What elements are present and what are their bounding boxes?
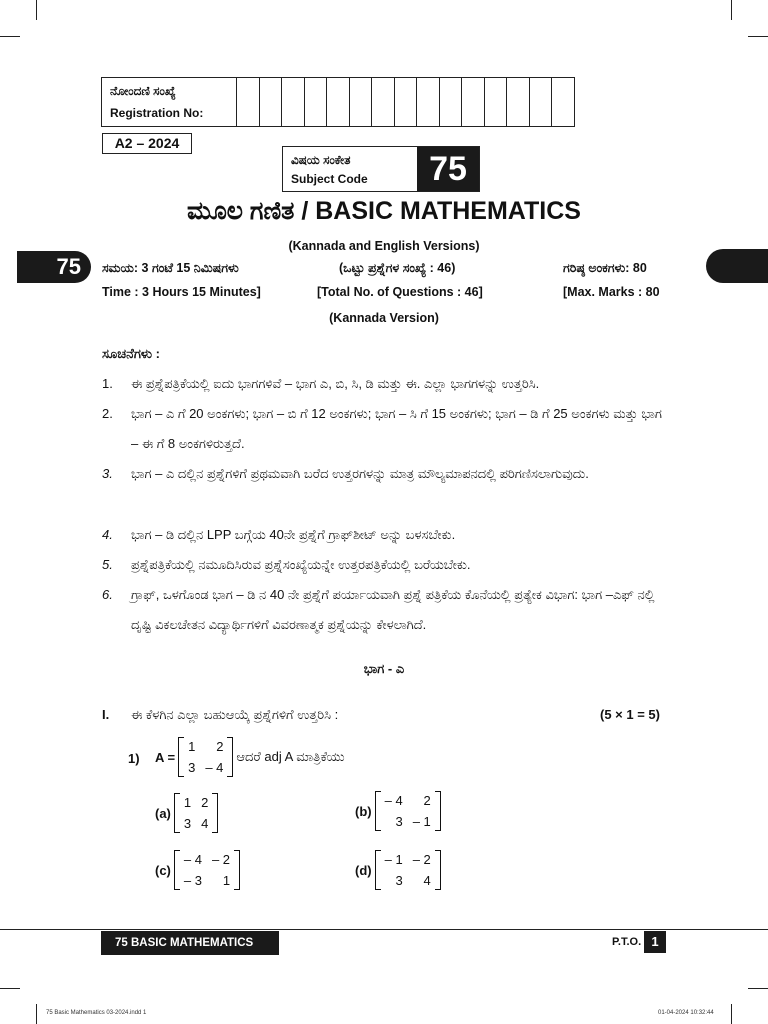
registration-digit-cell[interactable] [282,78,305,127]
registration-digit-cell[interactable] [304,78,327,127]
matrix-cell: 1 [222,873,231,888]
matrix-bracket [375,850,441,890]
question-number: 1) [128,751,140,766]
paper-code-box: A2 – 2024 [102,133,192,154]
matrix-bracket [375,791,441,831]
matrix-cell: 2 [201,795,209,810]
instruction-text: ಪ್ರಶ್ನೆಪತ್ರಿಕೆಯಲ್ಲಿ ನಮೂದಿಸಿರುವ ಪ್ರಶ್ನೆಸಂಖ್ಯೆಯನ್ನೇ ಉತ್ತರಪತ್ರಿಕೆಯಲ್ಲಿ ಬರೆಯಬೇಕು. [131,557,471,572]
instruction-number: 4. [102,527,113,542]
option-d[interactable] [355,850,441,890]
instructions-heading: ಸೂಚನೆಗಳು : [102,346,160,361]
registration-digit-cell[interactable] [417,78,440,127]
matrix-cell: 4 [201,816,209,831]
registration-digit-cell[interactable] [552,78,575,127]
registration-digit-cell[interactable] [372,78,395,127]
crop-mark [0,988,20,989]
matrix-cell: 2 [216,739,224,754]
matrix-cell: 2 [423,793,431,808]
matrix-cell: 3 [183,816,192,831]
print-slug-right: 01-04-2024 10:32:44 [658,1010,714,1016]
matrix-cell: – 1 [412,814,431,829]
total-questions-en: [Total No. of Questions : 46] [317,285,483,299]
matrix-cell: – 4 [384,793,403,808]
part-instruction: ಈ ಕೆಳಗಿನ ಎಲ್ಲಾ ಬಹುಆಯ್ಕೆ ಪ್ರಶ್ನೆಗಳಿಗೆ ಉತ್ತರಿಸಿ : [131,707,339,722]
kannada-version-note: (Kannada Version) [329,311,439,325]
matrix-cell: – 2 [412,852,431,867]
instruction-number: 1. [102,376,113,391]
part-marks: (5 × 1 = 5) [600,707,660,722]
registration-digit-cell[interactable] [259,78,282,127]
crop-mark [0,36,20,37]
subject-code-label [291,151,368,189]
matrix-cell: 3 [395,873,403,888]
pto-label: P.T.O. [612,936,642,948]
part-roman: I. [102,707,110,722]
time-kn: ಸಮಯ: 3 ಗಂಟೆ 15 ನಿಮಿಷಗಳು [102,261,239,275]
question-matrix [155,737,345,777]
matrix-bracket [174,793,218,833]
registration-digit-cell[interactable] [484,78,507,127]
matrix-cell: 3 [188,760,196,775]
registration-digit-cell[interactable] [349,78,372,127]
registration-digit-cell[interactable] [507,78,530,127]
print-slug-left: 75 Basic Mathematics 03-2024.indd 1 [46,1010,147,1016]
total-questions-kn: (ಒಟ್ಟು ಪ್ರಶ್ನೆಗಳ ಸಂಖ್ಯೆ : 46) [339,261,456,275]
subject-code-label-en: Subject Code [291,172,368,186]
instruction-text: ಭಾಗ – ಎ ದಲ್ಲಿನ ಪ್ರಶ್ನೆಗಳಿಗೆ ಪ್ರಥಮವಾಗಿ ಬರೆದ ಉತ್ತರಗಳನ್ನು ಮಾತ್ರ ಮೌಲ್ಯಮಾಪನದಲ್ಲಿ ಪರಿಗಣಿಸಲಾಗುವುದು. [131,466,589,481]
matrix-cell: 3 [395,814,403,829]
section-heading: ಭಾಗ - ಎ [363,661,405,676]
crop-mark [731,1004,732,1024]
page-number: 1 [644,931,666,953]
registration-label [102,78,237,127]
time-en: Time : 3 Hours 15 Minutes] [102,285,261,299]
registration-digit-cell[interactable] [529,78,552,127]
matrix-lhs: A = [155,749,176,765]
instruction-text: ಗ್ರಾಫ್, ಒಳಗೊಂಡ ಭಾಗ – ಡಿ ನ 40 ನೇ ಪ್ರಶ್ನೆಗೆ ಪರ್ಯಾಯವಾಗಿ ಪ್ರಶ್ನೆ ಪತ್ರಿಕೆಯ ಕೊನೆಯಲ್ಲಿ ಪ್ರತ್ಯೇಕ ವಿಭಾಗ: ಭಾಗ –ಎಫ್ ನಲ್ಲಿ ದೃಷ್ಟಿ ವಿಕಲಚೇತನ ವಿದ್ಯಾರ್ಥಿಗಳಿಗೆ ವಿವರಣಾತ್ಮಕ ಪ್ರಶ್ನೆಯನ್ನು ಕೇಳಲಾಗಿದೆ. [131,587,655,632]
instruction-text: ಭಾಗ – ಎ ಗೆ 20 ಅಂಕಗಳು; ಭಾಗ – ಬಿ ಗೆ 12 ಅಂಕಗಳು; ಭಾಗ – ಸಿ ಗೆ 15 ಅಂಕಗಳು; ಭಾಗ – ಡಿ ಗೆ 25 ಅಂಕಗಳು ಮತ್ತು ಭಾಗ – ಈ ಗೆ 8 ಅಂಕಗಳಿರುತ್ತದೆ. [131,406,662,451]
matrix-cell: – 3 [183,873,202,888]
option-b[interactable] [355,791,441,831]
matrix-cell: – 2 [211,852,231,867]
side-tab-left: 75 [17,251,91,283]
paper-title: ಮೂಲ ಗಣಿತ / BASIC MATHEMATICS [187,197,581,225]
max-marks-kn: ಗರಿಷ್ಠ ಅಂಕಗಳು: 80 [563,261,647,275]
subject-code-label-kn: ವಿಷಯ ಸಂಕೇತ [291,153,351,167]
registration-digit-cell[interactable] [237,78,260,127]
registration-digit-cell[interactable] [439,78,462,127]
crop-mark [748,36,768,37]
versions-note: (Kannada and English Versions) [288,239,480,253]
instruction-number: 5. [102,557,113,572]
instruction-text: ಈ ಪ್ರಶ್ನೆಪತ್ರಿಕೆಯಲ್ಲಿ ಐದು ಭಾಗಗಳಿವೆ – ಭಾಗ ಎ, ಬಿ, ಸಿ, ಡಿ ಮತ್ತು ಈ. ಎಲ್ಲಾ ಭಾಗಗಳನ್ನು ಉತ್ತರಿಸಿ. [131,376,540,391]
crop-mark [748,988,768,989]
max-marks-en: [Max. Marks : 80 [563,285,660,299]
crop-mark [731,0,732,20]
registration-label-kn: ನೋಂದಣಿ ಸಂಖ್ಯೆ [110,84,176,98]
matrix-cell: 1 [183,795,192,810]
footer-rule [0,929,768,930]
registration-digit-cell[interactable] [327,78,350,127]
matrix-bracket [178,737,233,777]
matrix-cell: 4 [423,873,431,888]
option-label: (a) [155,805,171,821]
instruction-text: ಭಾಗ – ಡಿ ದಲ್ಲಿನ LPP ಬಗ್ಗೆಯ 40ನೇ ಪ್ರಶ್ನೆಗೆ ಗ್ರಾಫ್‌ಶೀಟ್ ಅನ್ನು ಬಳಸಬೇಕು. [131,527,456,542]
subject-code-box [282,146,480,192]
registration-table [101,77,575,127]
registration-digit-cell[interactable] [394,78,417,127]
crop-mark [36,0,37,20]
side-tab-right [706,249,768,283]
subject-code-value: 75 [417,147,479,191]
instruction-number: 3. [102,466,113,481]
instruction-number: 2. [102,406,113,421]
matrix-bracket [174,850,240,890]
matrix-cell: – 4 [205,760,224,775]
option-c[interactable] [155,850,240,890]
crop-mark [36,1004,37,1024]
option-label: (b) [355,803,372,819]
matrix-cell: – 4 [183,852,202,867]
question-tail: ಆದರೆ adj A ಮಾತ್ರಿಕೆಯು [236,749,345,764]
registration-label-en: Registration No: [110,106,204,120]
instruction-number: 6. [102,587,113,602]
option-a[interactable] [155,793,218,833]
option-label: (d) [355,862,372,878]
footer-subject: 75 BASIC MATHEMATICS [101,931,279,955]
matrix-cell: – 1 [384,852,403,867]
option-label: (c) [155,862,171,878]
registration-digit-cell[interactable] [462,78,485,127]
matrix-cell: 1 [188,739,196,754]
